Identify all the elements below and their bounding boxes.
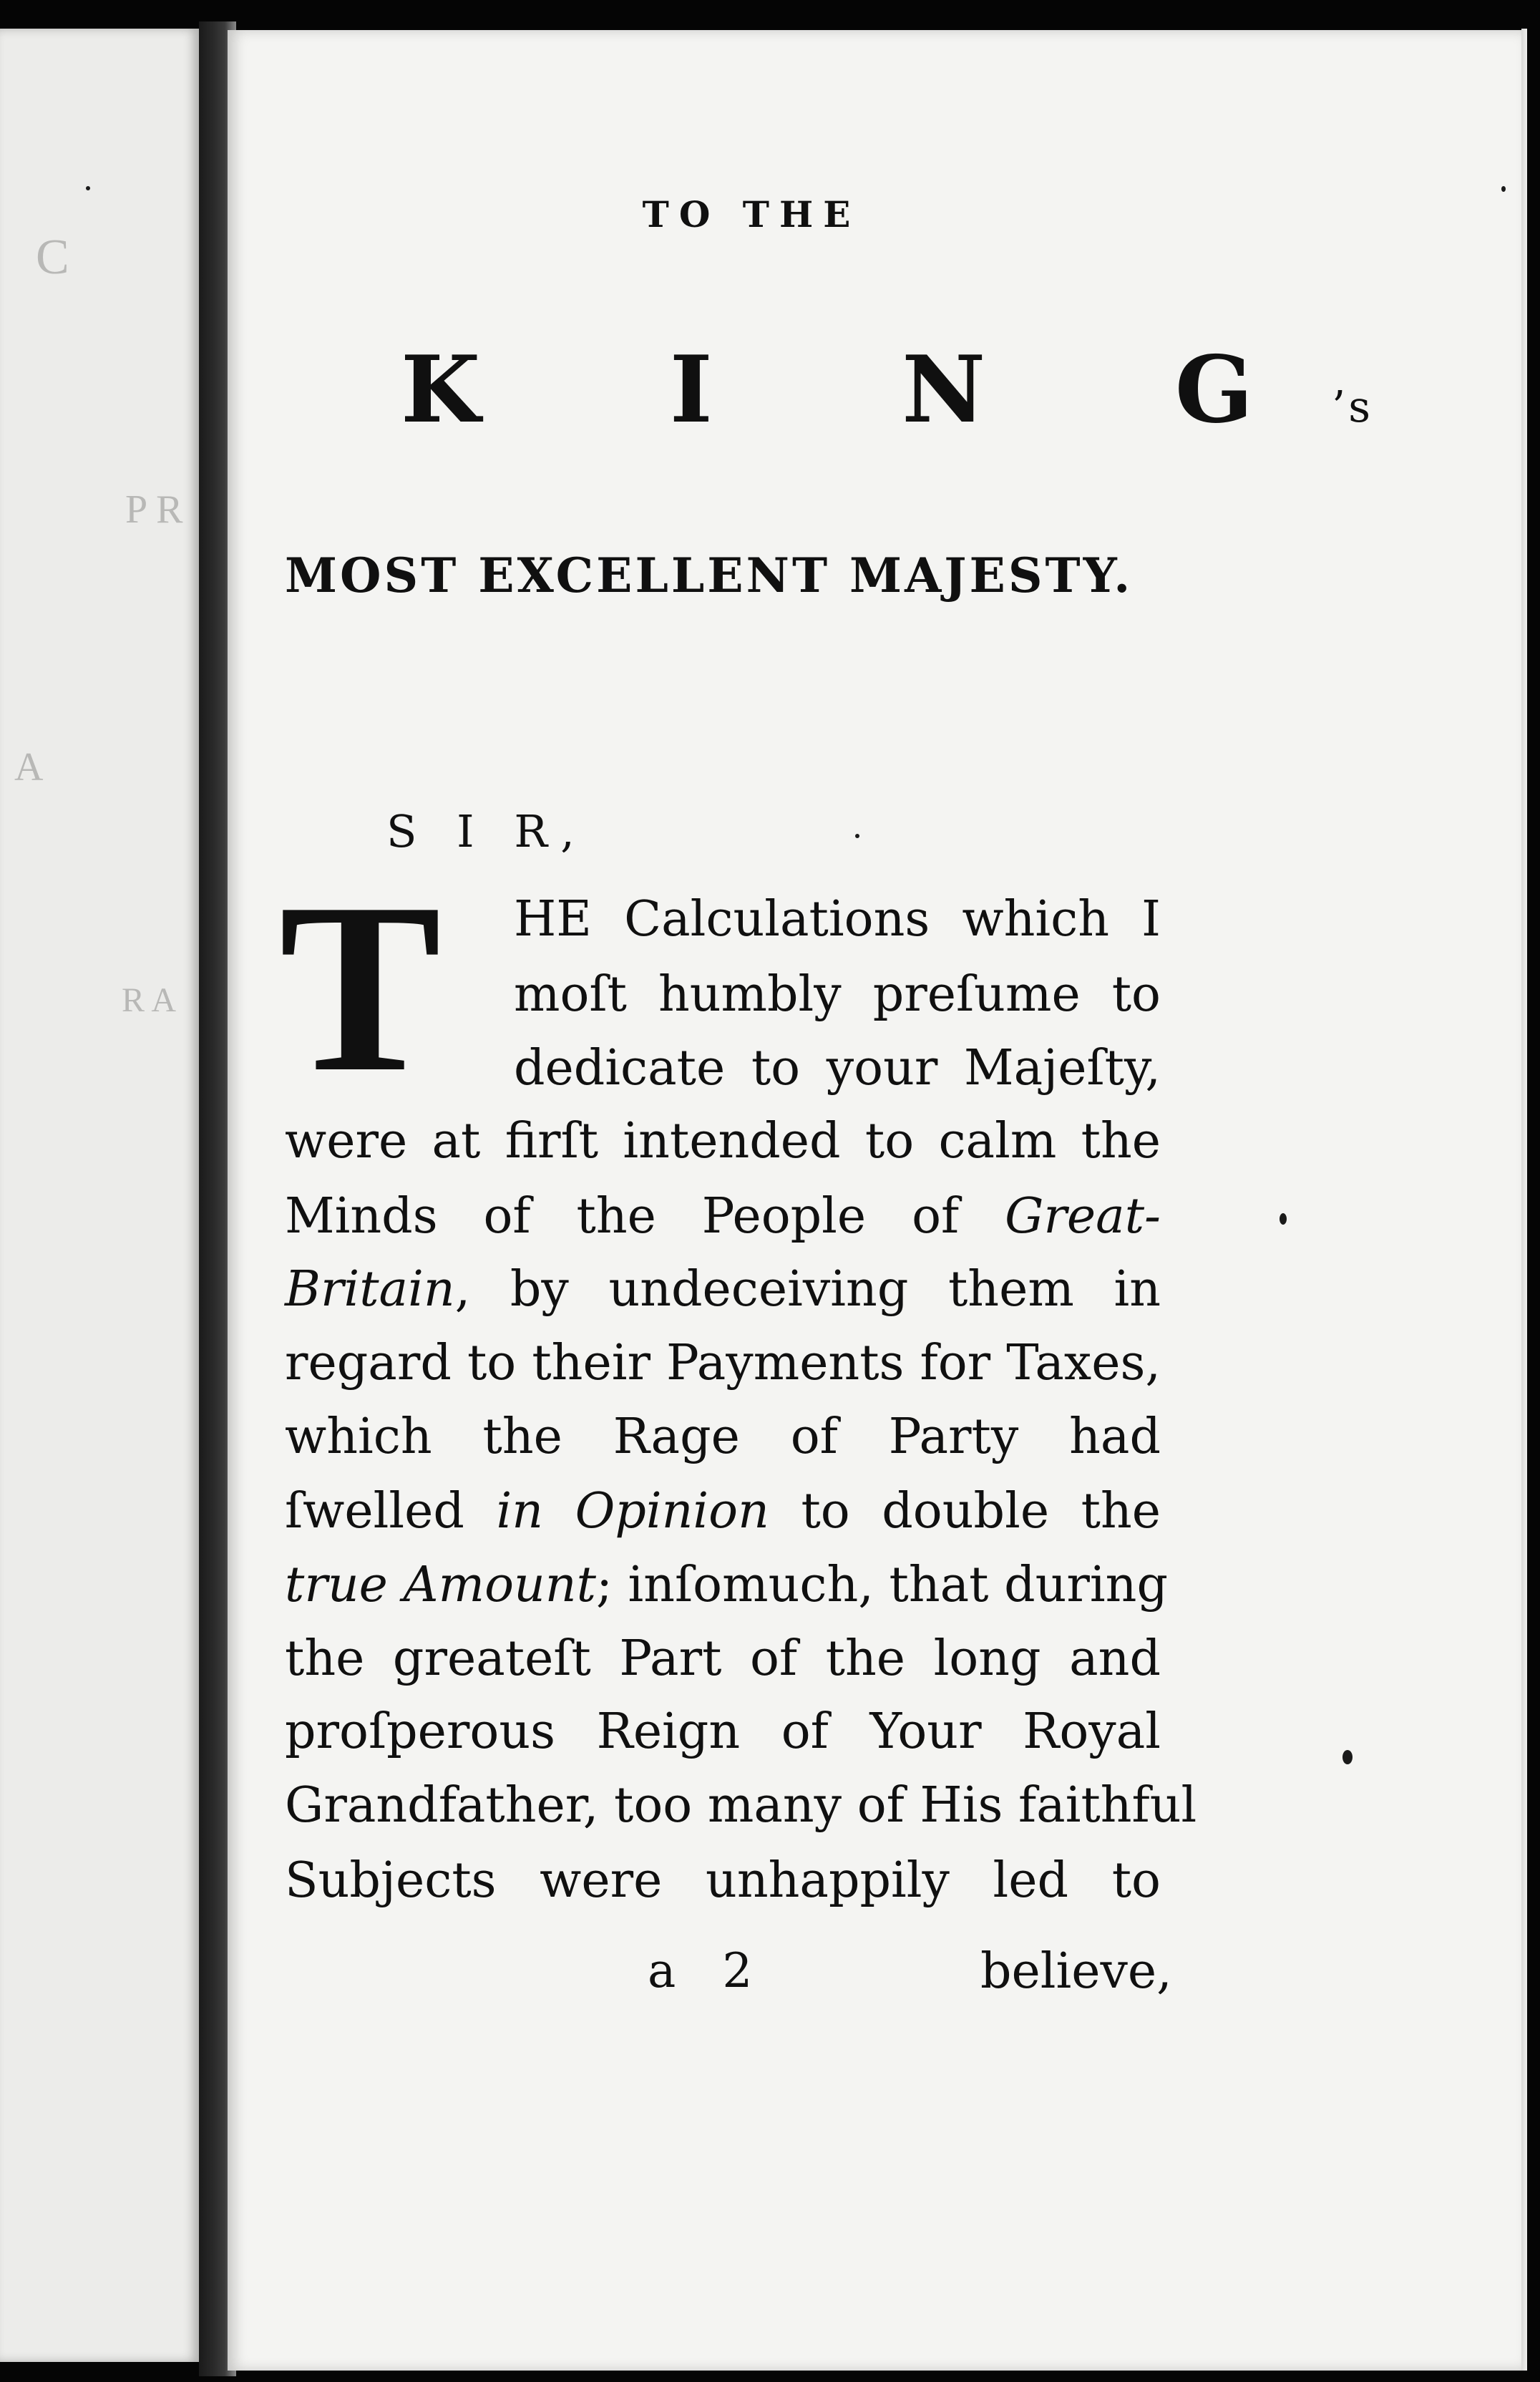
italic-segment: in Opinion	[496, 1483, 769, 1540]
text-line: the greateſt Part of the long and	[285, 1630, 1161, 1687]
text-line: moſt humbly preſume to	[514, 966, 1161, 1023]
italic-segment: Great-	[1005, 1188, 1161, 1245]
text-segment: , by undeceiving them in	[454, 1261, 1161, 1318]
text-line: which the Rage of Party had	[285, 1409, 1161, 1465]
text-line: Grandfather, too many of His faithful	[285, 1777, 1197, 1834]
text-line-with-italic	[285, 1483, 1161, 1540]
facing-page-fragment: R A	[122, 981, 177, 1019]
scan-speck	[1342, 1750, 1353, 1764]
king-suffix: ’s	[1332, 382, 1373, 432]
scan-speck	[86, 186, 90, 190]
text-line: Subjects were unhappily led to	[285, 1852, 1161, 1909]
facing-page-fragment: A	[14, 745, 44, 789]
scan-speck	[1280, 1213, 1287, 1225]
drop-cap: T	[279, 852, 442, 1122]
italic-segment: Britain	[285, 1261, 455, 1318]
dedication-heading-to-the: TO THE	[642, 193, 861, 235]
king-letters: K I N G	[401, 336, 1332, 444]
dedication-heading-majesty: MOST EXCELLENT MAJESTY.	[285, 548, 1134, 603]
text-segment: ſwelled	[285, 1483, 497, 1540]
text-line: regard to their Payments for Taxes,	[285, 1335, 1161, 1391]
text-line: were at firſt intended to calm the	[285, 1113, 1161, 1170]
scan-speck	[1501, 186, 1506, 192]
text-line: proſperous Reign of Your Royal	[285, 1703, 1161, 1760]
text-segment: Minds of the People of	[285, 1188, 1005, 1245]
text-line: HE Calculations which I	[514, 891, 1161, 948]
scan-speck	[855, 834, 859, 838]
text-segment: to double the	[769, 1483, 1161, 1540]
signature-mark: a 2	[648, 1943, 769, 1998]
text-line-with-italic	[285, 1261, 1161, 1318]
facing-page-fragment: C	[36, 230, 69, 285]
catchword: believe,	[980, 1943, 1172, 2000]
text-line: dedicate to your Majeſty,	[514, 1040, 1161, 1097]
dedication-heading-king	[401, 336, 1373, 444]
text-line-with-italic	[285, 1557, 1169, 1614]
italic-segment: true Amount	[285, 1557, 596, 1613]
facing-page-fragment: P R	[125, 487, 183, 532]
text-segment: ; inſomuch, that during	[595, 1557, 1169, 1613]
salutation: S I R,	[386, 805, 588, 857]
text-line-with-italic	[285, 1188, 1161, 1245]
